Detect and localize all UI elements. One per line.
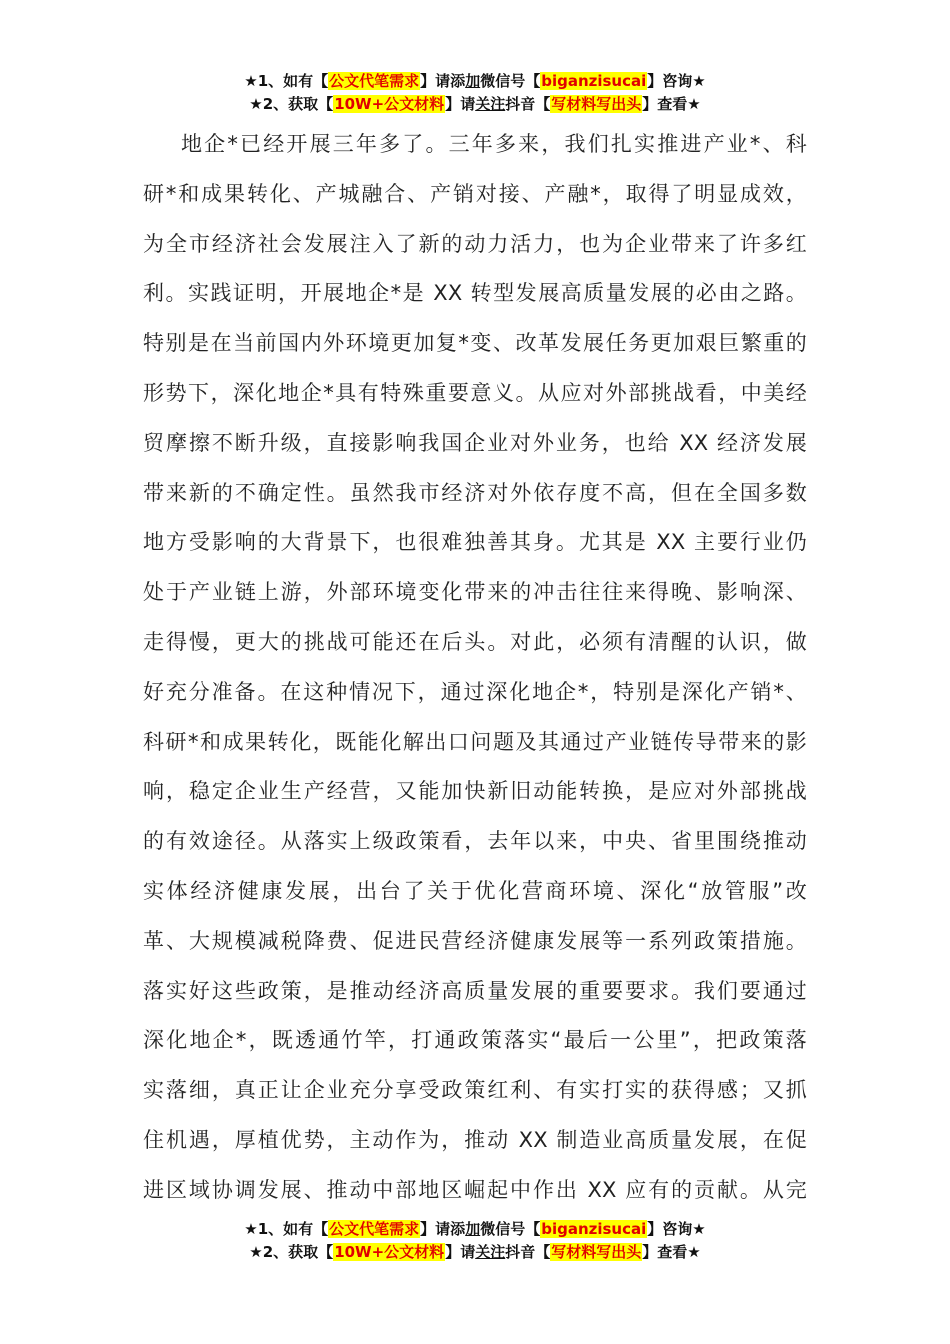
document-body xyxy=(143,120,807,1216)
body-line: 贸摩擦不断升级，直接影响我国企业对外业务，也给 XX 经济发展 xyxy=(143,430,807,455)
body-line: 地企*已经开展三年多了。三年多来，我们扎实推进产业*、科 xyxy=(181,132,807,156)
body-line: 响，稳定企业生产经营，又能加快新旧动能转换，是应对外部挑战 xyxy=(143,779,807,804)
body-line: 深化地企*，既透通竹竿，打通政策落实“最后一公里”，把政策落 xyxy=(143,1028,807,1053)
header-banner xyxy=(0,70,950,116)
body-line: 特别是在当前国内外环境更加复*变、改革发展任务更加艰巨繁重的 xyxy=(143,331,807,356)
body-line: 好充分准备。在这种情况下，通过深化地企*，特别是深化产销*、 xyxy=(143,679,807,704)
body-line: 实体经济健康发展，出台了关于优化营商环境、深化“放管服”改 xyxy=(143,878,807,903)
highlight-wechat-id: biganzisucai xyxy=(541,72,647,90)
highlight-douyin-account: 写材料写出头 xyxy=(551,1243,642,1261)
body-line: 革、大规模减税降费、促进民营经济健康发展等一系列政策措施。 xyxy=(143,928,807,953)
body-line: 走得慢，更大的挑战可能还在后头。对此，必须有清醒的认识，做 xyxy=(143,629,807,654)
body-line: 为全市经济社会发展注入了新的动力活力，也为企业带来了许多红 xyxy=(143,231,807,256)
highlight-service: 公文代笔需求 xyxy=(329,1220,420,1238)
body-line: 处于产业链上游，外部环境变化带来的冲击往往来得晚、影响深、 xyxy=(143,580,807,605)
banner-line-2: ★2、获取【10W+公文材料】请关注抖音【写材料写出头】查看★ xyxy=(249,95,701,113)
banner-line-1: ★1、如有【公文代笔需求】请添加微信号【biganzisucai】咨询★ xyxy=(244,72,706,90)
banner-line-2: ★2、获取【10W+公文材料】请关注抖音【写材料写出头】查看★ xyxy=(249,1243,701,1261)
body-line: 研*和成果转化、产城融合、产销对接、产融*，取得了明显成效， xyxy=(143,181,807,206)
highlight-wechat-id: biganzisucai xyxy=(541,1220,647,1238)
body-line: 实落细，真正让企业充分享受政策红利、有实打实的获得感；又抓 xyxy=(143,1078,807,1103)
highlight-service: 公文代笔需求 xyxy=(329,72,420,90)
highlight-douyin-account: 写材料写出头 xyxy=(551,95,642,113)
body-line: 进区域协调发展、推动中部地区崛起中作出 XX 应有的贡献。从完 xyxy=(143,1177,807,1202)
footer-banner xyxy=(0,1218,950,1264)
body-line: 利。实践证明，开展地企*是 XX 转型发展高质量发展的必由之路。 xyxy=(143,281,807,306)
banner-line-1: ★1、如有【公文代笔需求】请添加微信号【biganzisucai】咨询★ xyxy=(244,1220,706,1238)
body-line: 科研*和成果转化，既能化解出口问题及其通过产业链传导带来的影 xyxy=(143,729,807,754)
body-line: 形势下，深化地企*具有特殊重要意义。从应对外部挑战看，中美经 xyxy=(143,380,807,405)
body-line: 落实好这些政策，是推动经济高质量发展的重要要求。我们要通过 xyxy=(143,978,807,1003)
highlight-materials: 10W+公文材料 xyxy=(334,95,445,113)
body-line: 的有效途径。从落实上级政策看，去年以来，中央、省里围绕推动 xyxy=(143,829,807,854)
highlight-materials: 10W+公文材料 xyxy=(334,1243,445,1261)
body-line: 带来新的不确定性。虽然我市经济对外依存度不高，但在全国多数 xyxy=(143,480,807,505)
body-line: 住机遇，厚植优势，主动作为，推动 XX 制造业高质量发展，在促 xyxy=(143,1127,807,1152)
body-line: 地方受影响的大背景下，也很难独善其身。尤其是 XX 主要行业仍 xyxy=(143,530,807,555)
